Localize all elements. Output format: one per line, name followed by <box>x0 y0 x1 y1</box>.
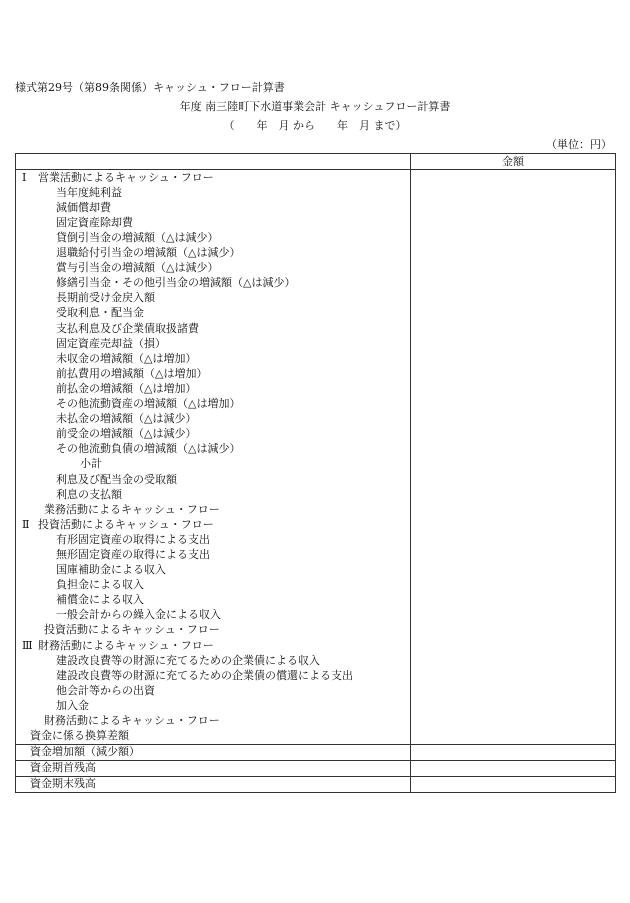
row-label-cell <box>16 215 411 230</box>
row-label-cell <box>16 230 411 245</box>
amount-cell <box>411 246 616 261</box>
row-label: 資金期首残高 <box>30 761 96 775</box>
row-label-cell <box>16 668 411 683</box>
amount-column-header: 金額 <box>411 154 616 170</box>
row-label-cell <box>16 185 411 200</box>
table-row <box>16 729 616 745</box>
row-label: 建設改良費等の財源に充てるための企業債による収入 <box>56 653 320 667</box>
row-label-cell <box>16 683 411 698</box>
table-row <box>16 200 616 215</box>
row-label-cell <box>16 366 411 381</box>
table-row <box>16 760 616 776</box>
row-label-cell <box>16 170 411 186</box>
table-row <box>16 397 616 412</box>
row-label: 国庫補助金による収入 <box>56 563 166 577</box>
table-row <box>16 230 616 245</box>
row-label: 資金に係る換算差額 <box>30 729 129 743</box>
row-label: 一般会計からの繰入金による収入 <box>56 608 221 622</box>
table-row <box>16 623 616 638</box>
amount-cell <box>411 472 616 487</box>
table-header-row <box>16 154 616 170</box>
row-label: 固定資産売却益（損） <box>56 336 166 350</box>
table-row <box>16 442 616 457</box>
amount-cell <box>411 578 616 593</box>
row-label: 投資活動によるキャッシュ・フロー <box>38 517 214 531</box>
amount-cell <box>411 366 616 381</box>
row-label-cell <box>16 306 411 321</box>
row-label: 前受金の増減額（△は減少） <box>56 427 197 441</box>
row-label: 財務活動によるキャッシュ・フロー <box>38 638 214 652</box>
row-label-cell <box>16 351 411 366</box>
row-label-cell <box>16 547 411 562</box>
amount-cell <box>411 321 616 336</box>
amount-cell <box>411 397 616 412</box>
table-row <box>16 472 616 487</box>
amount-cell <box>411 517 616 532</box>
amount-cell <box>411 532 616 547</box>
period-range: （ 年 月 から 年 月 まで） <box>223 119 407 132</box>
amount-cell <box>411 336 616 351</box>
amount-cell <box>411 593 616 608</box>
table-row <box>16 638 616 653</box>
row-label-cell <box>16 608 411 623</box>
table-row <box>16 563 616 578</box>
row-label-cell <box>16 578 411 593</box>
amount-cell <box>411 185 616 200</box>
row-label-cell <box>16 593 411 608</box>
table-row <box>16 306 616 321</box>
table-row <box>16 457 616 472</box>
amount-cell <box>411 200 616 215</box>
row-label: 財務活動によるキャッシュ・フロー <box>44 714 220 728</box>
table-row <box>16 246 616 261</box>
table-row <box>16 698 616 713</box>
section-numeral: Ⅰ <box>22 170 27 184</box>
row-label: 有形固定資産の取得による支出 <box>56 532 210 546</box>
table-row <box>16 487 616 502</box>
table-row <box>16 381 616 396</box>
table-row <box>16 291 616 306</box>
amount-cell <box>411 713 616 728</box>
form-number-label: 様式第29号（第89条関係）キャッシュ・フロー計算書 <box>15 81 285 94</box>
document-title: 年度 南三陸町下水道事業会計 キャッシュフロー計算書 <box>179 100 451 113</box>
row-label-cell <box>16 442 411 457</box>
row-label-cell <box>16 200 411 215</box>
table-row <box>16 185 616 200</box>
row-label: 利息の支払額 <box>56 487 122 501</box>
row-label-cell <box>16 653 411 668</box>
row-label-cell <box>16 744 411 760</box>
amount-cell <box>411 412 616 427</box>
amount-cell <box>411 776 616 792</box>
amount-cell <box>411 760 616 776</box>
table-row <box>16 713 616 728</box>
row-label-cell <box>16 776 411 792</box>
row-label: 未払金の増減額（△は減少） <box>56 412 197 426</box>
amount-cell <box>411 502 616 517</box>
row-label: 支払利息及び企業債取扱諸費 <box>56 321 199 335</box>
row-label-cell <box>16 412 411 427</box>
item-column-header <box>16 154 411 170</box>
row-label: 小計 <box>80 457 102 471</box>
row-label-cell <box>16 638 411 653</box>
row-label-cell <box>16 698 411 713</box>
row-label: 退職給付引当金の増減額（△は減少） <box>56 246 241 260</box>
amount-cell <box>411 381 616 396</box>
row-label-cell <box>16 729 411 745</box>
row-label: 固定資産除却費 <box>56 215 133 229</box>
table-row <box>16 683 616 698</box>
amount-cell <box>411 261 616 276</box>
amount-cell <box>411 683 616 698</box>
row-label-cell <box>16 502 411 517</box>
amount-cell <box>411 653 616 668</box>
row-label-cell <box>16 381 411 396</box>
row-label-cell <box>16 532 411 547</box>
row-label: 無形固定資産の取得による支出 <box>56 547 210 561</box>
amount-cell <box>411 306 616 321</box>
row-label-cell <box>16 397 411 412</box>
amount-cell <box>411 668 616 683</box>
amount-cell <box>411 729 616 745</box>
row-label: 未収金の増減額（△は増加） <box>56 351 197 365</box>
row-label: 当年度純利益 <box>56 185 122 199</box>
row-label: 業務活動によるキャッシュ・フロー <box>44 502 220 516</box>
row-label: 加入金 <box>56 698 89 712</box>
table-row <box>16 668 616 683</box>
amount-cell <box>411 698 616 713</box>
row-label: 負担金による収入 <box>56 578 144 592</box>
row-label: 前払金の増減額（△は増加） <box>56 381 197 395</box>
table-row <box>16 776 616 792</box>
row-label: 他会計等からの出資 <box>56 683 155 697</box>
row-label-cell <box>16 487 411 502</box>
row-label: その他流動負債の増減額（△は減少） <box>56 442 241 456</box>
table-row <box>16 351 616 366</box>
row-label: 長期前受け金戻入額 <box>56 291 155 305</box>
amount-cell <box>411 442 616 457</box>
row-label: 資金増加額（減少額） <box>30 745 140 759</box>
amount-cell <box>411 230 616 245</box>
table-row <box>16 427 616 442</box>
amount-cell <box>411 638 616 653</box>
table-row <box>16 593 616 608</box>
row-label-cell <box>16 427 411 442</box>
amount-cell <box>411 563 616 578</box>
row-label-cell <box>16 713 411 728</box>
table-row <box>16 532 616 547</box>
amount-cell <box>411 744 616 760</box>
unit-label: （単位：円） <box>546 138 612 151</box>
table-row <box>16 366 616 381</box>
row-label: 貸倒引当金の増減額（△は減少） <box>56 231 219 245</box>
row-label: 減価償却費 <box>56 200 111 214</box>
table-row <box>16 276 616 291</box>
row-label-cell <box>16 336 411 351</box>
row-label-cell <box>16 276 411 291</box>
row-label: 補償金による収入 <box>56 593 144 607</box>
row-label-cell <box>16 457 411 472</box>
table-row <box>16 608 616 623</box>
row-label: 資金期末残高 <box>30 777 96 791</box>
row-label: 投資活動によるキャッシュ・フロー <box>44 623 220 637</box>
table-row <box>16 336 616 351</box>
row-label-cell <box>16 517 411 532</box>
amount-cell <box>411 623 616 638</box>
row-label-cell <box>16 472 411 487</box>
table-row <box>16 215 616 230</box>
row-label-cell <box>16 760 411 776</box>
table-row <box>16 321 616 336</box>
row-label-cell <box>16 623 411 638</box>
row-label-cell <box>16 261 411 276</box>
amount-cell <box>411 608 616 623</box>
cash-flow-table <box>15 153 616 793</box>
table-row <box>16 653 616 668</box>
table-row <box>16 517 616 532</box>
amount-cell <box>411 547 616 562</box>
amount-cell <box>411 427 616 442</box>
section-numeral: Ⅲ <box>22 638 33 652</box>
amount-cell <box>411 351 616 366</box>
section-numeral: Ⅱ <box>22 517 30 531</box>
amount-cell <box>411 170 616 186</box>
table-row <box>16 412 616 427</box>
table-row <box>16 547 616 562</box>
row-label-cell <box>16 563 411 578</box>
table-row <box>16 261 616 276</box>
row-label: 修繕引当金・その他引当金の増減額（△は減少） <box>56 276 296 290</box>
amount-cell <box>411 291 616 306</box>
amount-cell <box>411 215 616 230</box>
row-label-cell <box>16 246 411 261</box>
table-body <box>16 170 616 793</box>
table-row <box>16 744 616 760</box>
row-label: 建設改良費等の財源に充てるための企業債の償還による支出 <box>56 668 353 682</box>
row-label: 受取利息・配当金 <box>56 306 144 320</box>
table-row <box>16 170 616 186</box>
row-label: 利息及び配当金の受取額 <box>56 472 177 486</box>
row-label-cell <box>16 291 411 306</box>
row-label-cell <box>16 321 411 336</box>
amount-cell <box>411 276 616 291</box>
amount-cell <box>411 457 616 472</box>
amount-cell <box>411 487 616 502</box>
row-label: 前払費用の増減額（△は増加） <box>56 366 208 380</box>
table-row <box>16 578 616 593</box>
row-label: その他流動資産の増減額（△は増加） <box>56 397 241 411</box>
table-row <box>16 502 616 517</box>
row-label: 営業活動によるキャッシュ・フロー <box>38 170 214 184</box>
row-label: 賞与引当金の増減額（△は減少） <box>56 261 219 275</box>
